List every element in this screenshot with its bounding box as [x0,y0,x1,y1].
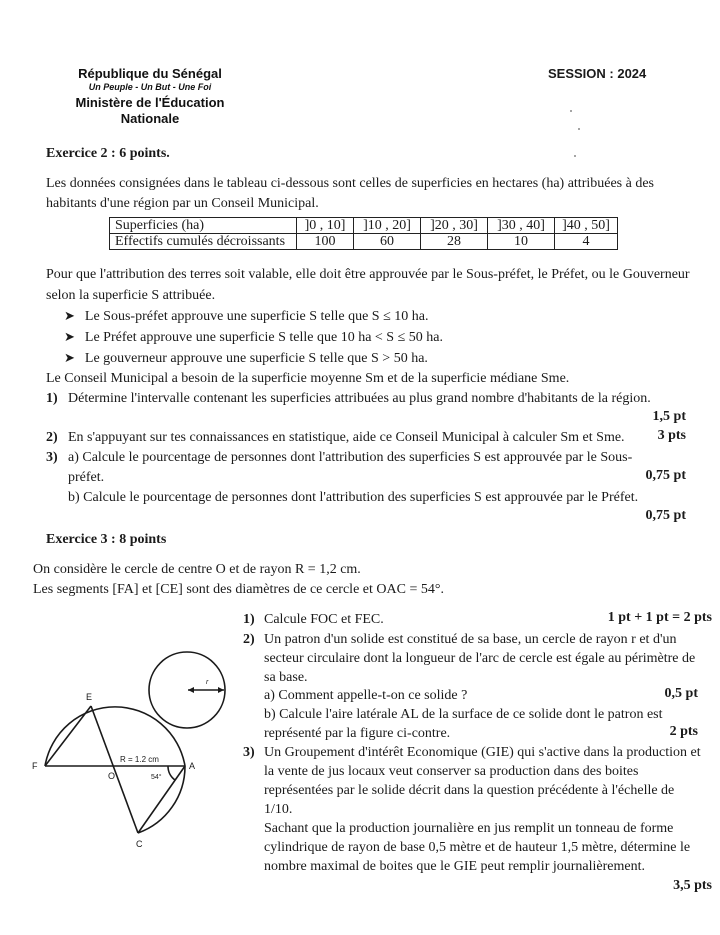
exercise-3-question-2b: b) Calcule l'aire latérale AL de la surface de ce solide dont le patron est représenté par la figure ci-contre. [264,707,663,741]
bullet-gouverneur: ➤ Le gouverneur approuve une superficie S telle que S > 50 ha. [64,350,428,366]
diameter-ce [91,706,138,833]
table-cell-interval: ]0 , 10] [297,218,354,234]
arrow-bullet-icon: ➤ [64,350,75,365]
question-number: 2) [243,632,255,647]
table-cell-interval: ]30 , 40] [488,218,555,234]
exercise-3-title: Exercice 3 : 8 points [46,532,167,547]
points-q3b: 0,75 pt [645,508,686,523]
exercise-3-question-1: Calcule FOC et FEC. [264,612,384,627]
exercise-3-intro-1: On considère le cercle de centre O et de rayon R = 1,2 cm. [33,562,361,577]
exercise-2-title: Exercice 2 : 6 points. [46,146,170,161]
arrow-head-right-icon [218,687,224,693]
validation-condition: Pour que l'attribution des terres soit valable, elle doit être approuvée par le Sous-préfet, le Préfet, ou le Gouverneur selon la superficie S attribuée. [46,267,690,303]
area-frequency-table [109,217,618,250]
points-q3a: 0,75 pt [645,468,686,483]
exercise-2-question-2: En s'appuyant sur tes connaissances en statistique, aide ce Conseil Municipal à calculer Sm et Sme. [68,430,625,445]
bullet-prefet: ➤ Le Préfet approuve une superficie S telle que 10 ha < S ≤ 50 ha. [64,329,443,345]
exercise-3-question-2: Un patron d'un solide est constitué de sa base, un cercle de rayon r et d'un secteur circulaire dont la longueur de l'arc de cercle est égale au périmètre de sa base. [264,632,696,685]
table-cell-interval: ]10 , 20] [354,218,421,234]
question-number: 1) [46,391,58,406]
scan-speck [578,128,580,130]
session-year: SESSION : 2024 [548,66,647,81]
angle-label: 54° [151,774,162,781]
scan-speck [570,110,572,112]
radius-r-label: r [206,679,209,686]
table-cell-interval: ]20 , 30] [421,218,488,234]
question-number: 3) [46,450,58,465]
scan-speck [574,155,576,157]
country-name: République du Sénégal [78,66,222,81]
question-number: 2) [46,430,58,445]
exercise-3-question-3-continued: Sachant que la production journalière en jus remplit un tonneau de forme cylindrique de rayon de base 0,5 mètre et de hauteur 1,5 mètre, détermine le nombre maximal de boites que le GIE peut remplir journalièrement. [264,821,691,874]
table-row-areas [110,218,618,234]
table-cell-count: 4 [555,234,618,250]
points-ex3-q3: 3,5 pts [673,878,712,893]
table-cell-count: 100 [297,234,354,250]
question-number: 3) [243,745,255,760]
table-cell-count: 60 [354,234,421,250]
point-label-o: O [108,771,116,781]
angle-arc [168,766,175,780]
exercise-2-question-3a: a) Calcule le pourcentage de personnes dont l'attribution des superficies S est approuvée par le Sous-préfet. [68,450,633,485]
radius-label: R = 1.2 cm [120,755,159,764]
cone-net-figure [20,640,250,870]
exercise-2-intro: Les données consignées dans le tableau ci-dessous sont celles de superficies en hectares (ha) attribuées à des habitants d'une région par un Conseil Municipal. [46,176,654,211]
exercise-2-question-1: Détermine l'intervalle contenant les superficies attribuées au plus grand nombre d'habitants de la région. [68,391,651,406]
question-number: 1) [243,612,255,627]
table-cell-count: 10 [488,234,555,250]
exercise-3-question-2a: a) Comment appelle-t-on ce solide ? [264,688,468,703]
chord-fe [45,706,91,766]
points-q1: 1,5 pt [652,409,686,424]
arrow-bullet-icon: ➤ [64,329,75,344]
points-ex3-q2b: 2 pts [669,724,698,739]
arrow-head-left-icon [188,687,194,693]
point-label-a: A [189,761,196,771]
arrow-bullet-icon: ➤ [64,308,75,323]
table-row-counts [110,234,618,250]
table-header-counts: Effectifs cumulés décroissants [110,234,297,250]
exercise-2-question-3b: b) Calcule le pourcentage de personnes dont l'attribution des superficies S est approuvée par le Préfet. [68,490,639,505]
council-need: Le Conseil Municipal a besoin de la superficie moyenne Sm et de la superficie médiane Sme. [46,371,570,386]
bullet-sous-prefet: ➤ Le Sous-préfet approuve une superficie S telle que S ≤ 10 ha. [64,308,429,324]
national-motto: Un Peuple - Un But - Une Foi [88,82,212,92]
table-cell-count: 28 [421,234,488,250]
ministry-name: Ministère de l'Éducation Nationale [75,95,225,126]
points-ex3-q2a: 0,5 pt [664,686,698,701]
point-label-c: C [136,839,143,849]
point-label-f: F [32,761,38,771]
exercise-3-intro-2: Les segments [FA] et [CE] sont des diamètres de ce cercle et OAC = 54°. [33,582,444,597]
points-q2: 3 pts [657,428,686,443]
table-cell-interval: ]40 , 50] [555,218,618,234]
points-ex3-q1: 1 pt + 1 pt = 2 pts [607,610,712,625]
table-header-areas: Superficies (ha) [110,218,297,234]
exercise-3-question-3: Un Groupement d'intérêt Economique (GIE) qui s'active dans la production et la vente de jus locaux veut conserver sa production dans des boites représentées par le solide décrit dans la question précédente à l'échelle de 1/10. [264,745,701,817]
point-label-e: E [86,692,93,702]
